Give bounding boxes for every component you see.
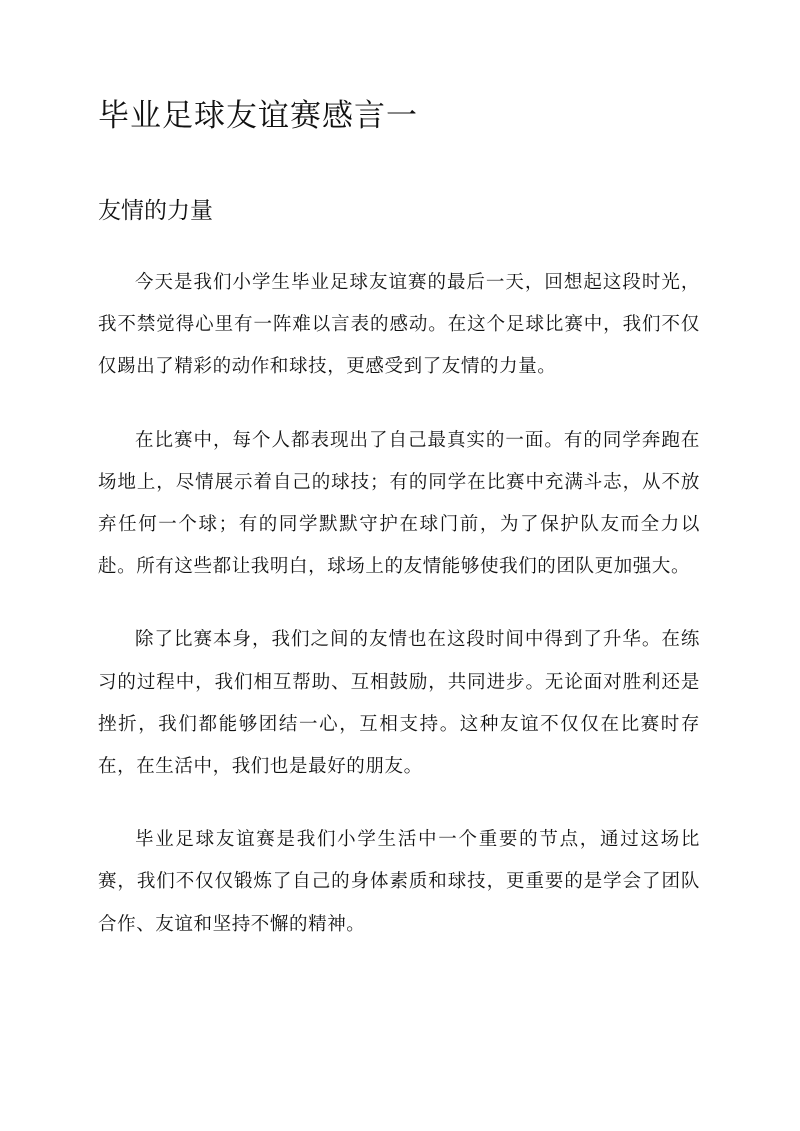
paragraph-3: 除了比赛本身，我们之间的友情也在这段时间中得到了升华。在练习的过程中，我们相互帮助、互相鼓励，共同进步。无论面对胜利还是挫折，我们都能够团结一心，互相支持。这种友谊不仅仅在比赛时存在，在生活中，我们也是最好的朋友。 [98, 629, 700, 778]
paragraph-1: 今天是我们小学生毕业足球友谊赛的最后一天，回想起这段时光，我不禁觉得心里有一阵难以言表的感动。在这个足球比赛中，我们不仅仅踢出了精彩的动作和球技，更感受到了友情的力量。 [98, 272, 700, 378]
paragraph-2: 在比赛中，每个人都表现出了自己最真实的一面。有的同学奔跑在场地上，尽情展示着自己的球技；有的同学在比赛中充满斗志，从不放弃任何一个球；有的同学默默守护在球门前，为了保护队友而全力以赴。所有这些都让我明白，球场上的友情能够使我们的团队更加强大。 [98, 429, 700, 578]
document-title: 毕业足球友谊赛感言一 [98, 98, 418, 134]
document-body [98, 262, 700, 977]
paragraph-4: 毕业足球友谊赛是我们小学生活中一个重要的节点，通过这场比赛，我们不仅仅锻炼了自己的身体素质和球技，更重要的是学会了团队合作、友谊和坚持不懈的精神。 [98, 829, 700, 935]
section-heading: 友情的力量 [98, 198, 213, 224]
